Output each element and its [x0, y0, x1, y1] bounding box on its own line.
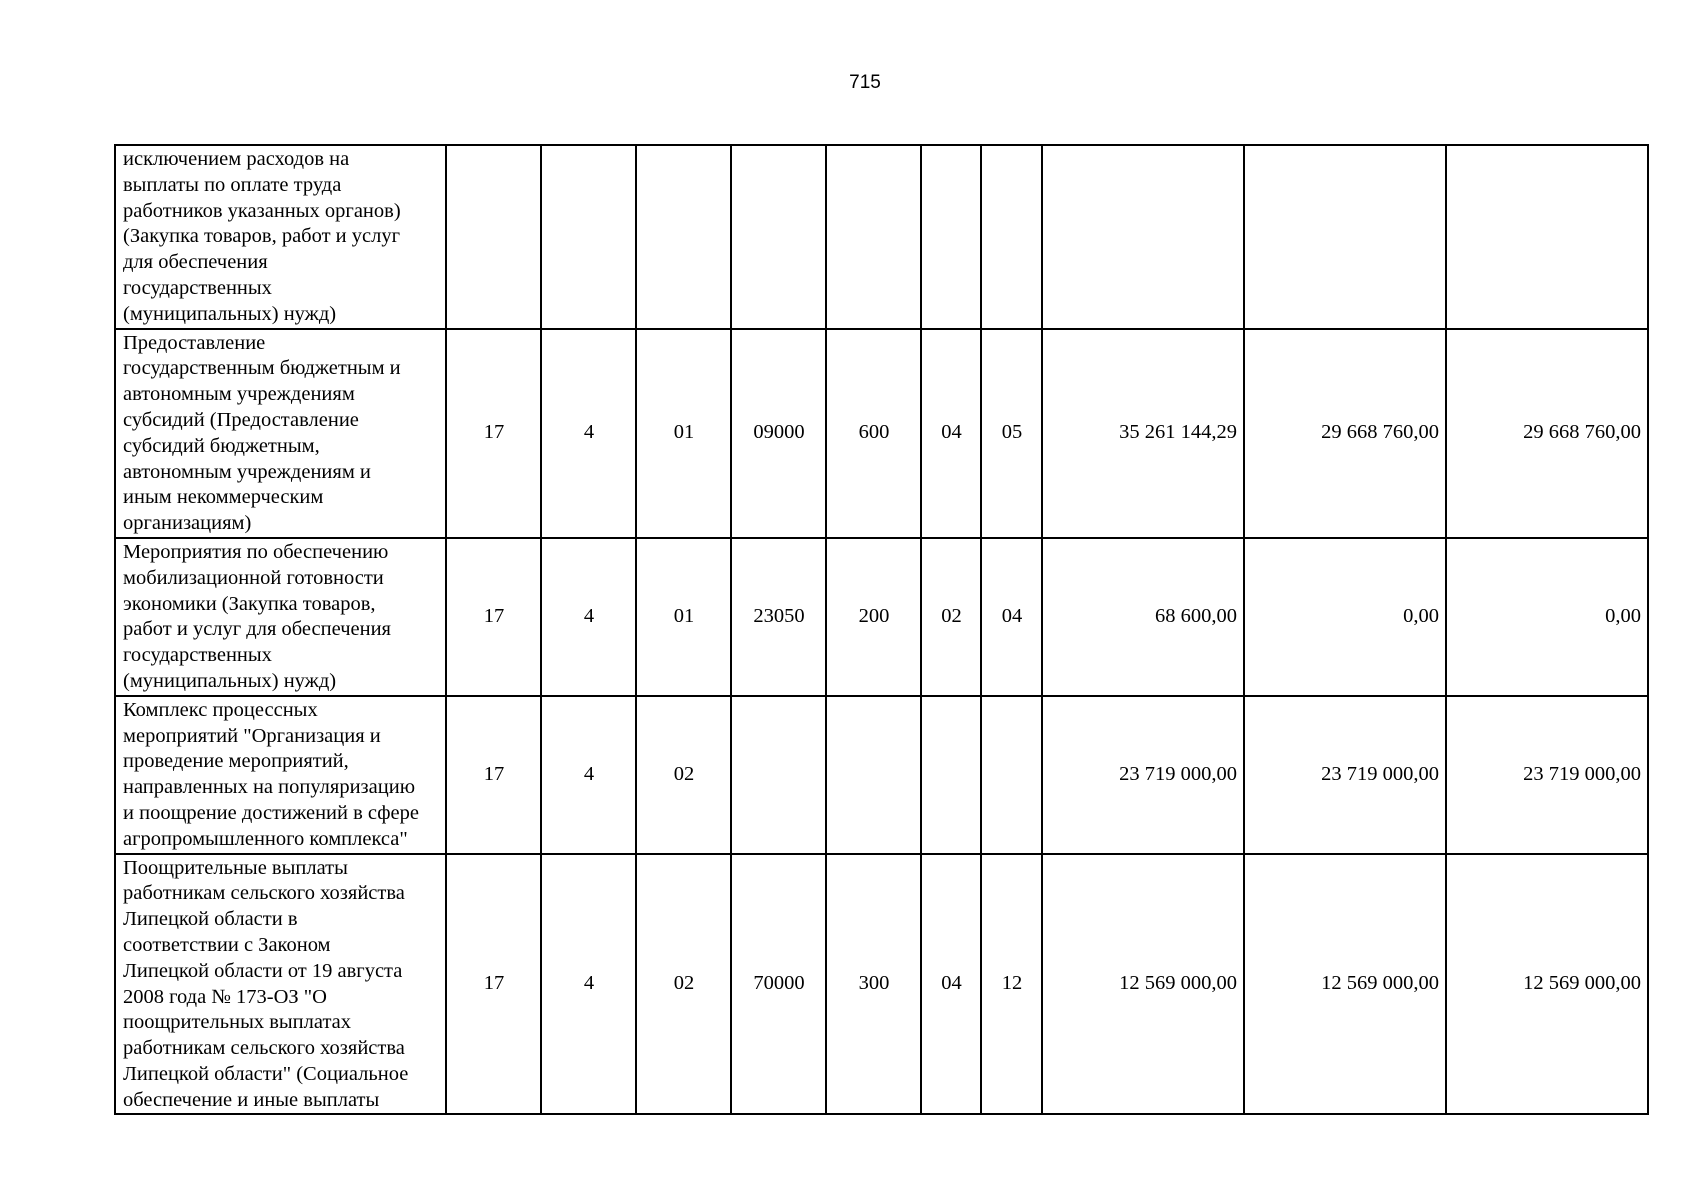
cell-amount-3 — [1446, 145, 1648, 329]
name-line: 2008 года № 173-ОЗ "О — [123, 985, 327, 1008]
name-line: мероприятий "Организация и — [123, 724, 381, 747]
cell-code-3 — [636, 145, 731, 329]
name-line: исключением расходов на — [123, 148, 350, 170]
cell-amount-2 — [1244, 145, 1446, 329]
cell-amount-3: 0,00 — [1446, 538, 1648, 696]
name-line: экономики (Закупка товаров, — [123, 592, 376, 615]
name-line: Липецкой области в — [123, 908, 298, 931]
cell-code-3: 02 — [636, 854, 731, 1115]
cell-amount-2: 0,00 — [1244, 538, 1446, 696]
table-row — [115, 145, 1648, 329]
name-line: работникам сельского хозяйства — [123, 1037, 405, 1060]
table-row — [115, 696, 1648, 854]
cell-code-3: 01 — [636, 329, 731, 538]
cell-amount-1: 68 600,00 — [1042, 538, 1244, 696]
name-line: (муниципальных) нужд) — [123, 302, 337, 325]
cell-code-1: 17 — [446, 538, 541, 696]
name-line: Мероприятия по обеспечению — [123, 540, 389, 563]
name-line: иным некоммерческим — [123, 486, 324, 509]
name-line: работников указанных органов) — [123, 199, 401, 222]
name-line: автономным учреждениям и — [123, 460, 371, 483]
cell-code-4: 70000 — [731, 854, 826, 1115]
cell-code-5: 300 — [826, 854, 921, 1115]
cell-amount-3: 29 668 760,00 — [1446, 329, 1648, 538]
name-line: поощрительных выплатах — [123, 1011, 352, 1034]
cell-name — [115, 145, 446, 329]
page-number: 715 — [849, 72, 881, 93]
cell-code-6: 02 — [921, 538, 981, 696]
cell-code-6: 04 — [921, 854, 981, 1115]
cell-amount-3: 12 569 000,00 — [1446, 854, 1648, 1115]
cell-name — [115, 329, 446, 538]
name-line: субсидий (Предоставление — [123, 408, 359, 431]
cell-code-7: 04 — [981, 538, 1042, 696]
name-line: субсидий бюджетным, — [123, 434, 320, 457]
cell-amount-1 — [1042, 145, 1244, 329]
cell-code-1: 17 — [446, 329, 541, 538]
cell-code-2: 4 — [541, 854, 636, 1115]
name-line: мобилизационной готовности — [123, 566, 384, 589]
cell-amount-1: 12 569 000,00 — [1042, 854, 1244, 1115]
cell-code-6 — [921, 696, 981, 854]
table-row — [115, 329, 1648, 538]
cell-code-7 — [981, 696, 1042, 854]
name-line: государственным бюджетным и — [123, 357, 401, 380]
name-line: Комплекс процессных — [123, 698, 318, 721]
cell-name — [115, 538, 446, 696]
cell-code-1 — [446, 145, 541, 329]
name-line: Предоставление — [123, 331, 266, 354]
cell-code-2 — [541, 145, 636, 329]
cell-code-4 — [731, 696, 826, 854]
name-line: (муниципальных) нужд) — [123, 669, 337, 692]
cell-amount-1: 23 719 000,00 — [1042, 696, 1244, 854]
cell-code-5 — [826, 145, 921, 329]
name-line: (Закупка товаров, работ и услуг — [123, 225, 401, 248]
cell-code-2: 4 — [541, 329, 636, 538]
name-line: Липецкой области" (Социальное — [123, 1062, 409, 1085]
cell-code-6 — [921, 145, 981, 329]
name-line: Липецкой области от 19 августа — [123, 959, 403, 982]
cell-code-4: 23050 — [731, 538, 826, 696]
cell-code-5: 200 — [826, 538, 921, 696]
cell-code-7 — [981, 145, 1042, 329]
cell-amount-2: 23 719 000,00 — [1244, 696, 1446, 854]
name-line: работ и услуг для обеспечения — [123, 618, 391, 641]
name-line: для обеспечения — [123, 251, 268, 274]
name-line: соответствии с Законом — [123, 933, 331, 956]
name-line: направленных на популяризацию — [123, 776, 416, 799]
name-line: и поощрение достижений в сфере — [123, 801, 419, 824]
name-line: проведение мероприятий, — [123, 750, 349, 773]
name-line: государственных — [123, 644, 272, 667]
name-line: обеспечение и иные выплаты — [123, 1088, 380, 1111]
name-line: государственных — [123, 276, 272, 299]
name-line: организациям) — [123, 512, 252, 535]
cell-code-7: 12 — [981, 854, 1042, 1115]
cell-code-4: 09000 — [731, 329, 826, 538]
cell-code-2: 4 — [541, 538, 636, 696]
cell-code-4 — [731, 145, 826, 329]
cell-name — [115, 854, 446, 1115]
cell-code-1: 17 — [446, 854, 541, 1115]
cell-amount-2: 12 569 000,00 — [1244, 854, 1446, 1115]
cell-amount-1: 35 261 144,29 — [1042, 329, 1244, 538]
table-row — [115, 854, 1648, 1115]
name-line: выплаты по оплате труда — [123, 173, 342, 196]
name-line: агропромышленного комплекса" — [123, 827, 408, 850]
cell-code-5: 600 — [826, 329, 921, 538]
cell-name — [115, 696, 446, 854]
cell-code-3: 01 — [636, 538, 731, 696]
budget-table — [114, 144, 1649, 1115]
cell-code-7: 05 — [981, 329, 1042, 538]
name-line: Поощрительные выплаты — [123, 856, 348, 879]
cell-code-5 — [826, 696, 921, 854]
name-line: автономным учреждениям — [123, 383, 355, 406]
cell-code-1: 17 — [446, 696, 541, 854]
cell-code-6: 04 — [921, 329, 981, 538]
cell-amount-2: 29 668 760,00 — [1244, 329, 1446, 538]
cell-code-2: 4 — [541, 696, 636, 854]
cell-amount-3: 23 719 000,00 — [1446, 696, 1648, 854]
name-line: работникам сельского хозяйства — [123, 882, 405, 905]
table-row — [115, 538, 1648, 696]
cell-code-3: 02 — [636, 696, 731, 854]
